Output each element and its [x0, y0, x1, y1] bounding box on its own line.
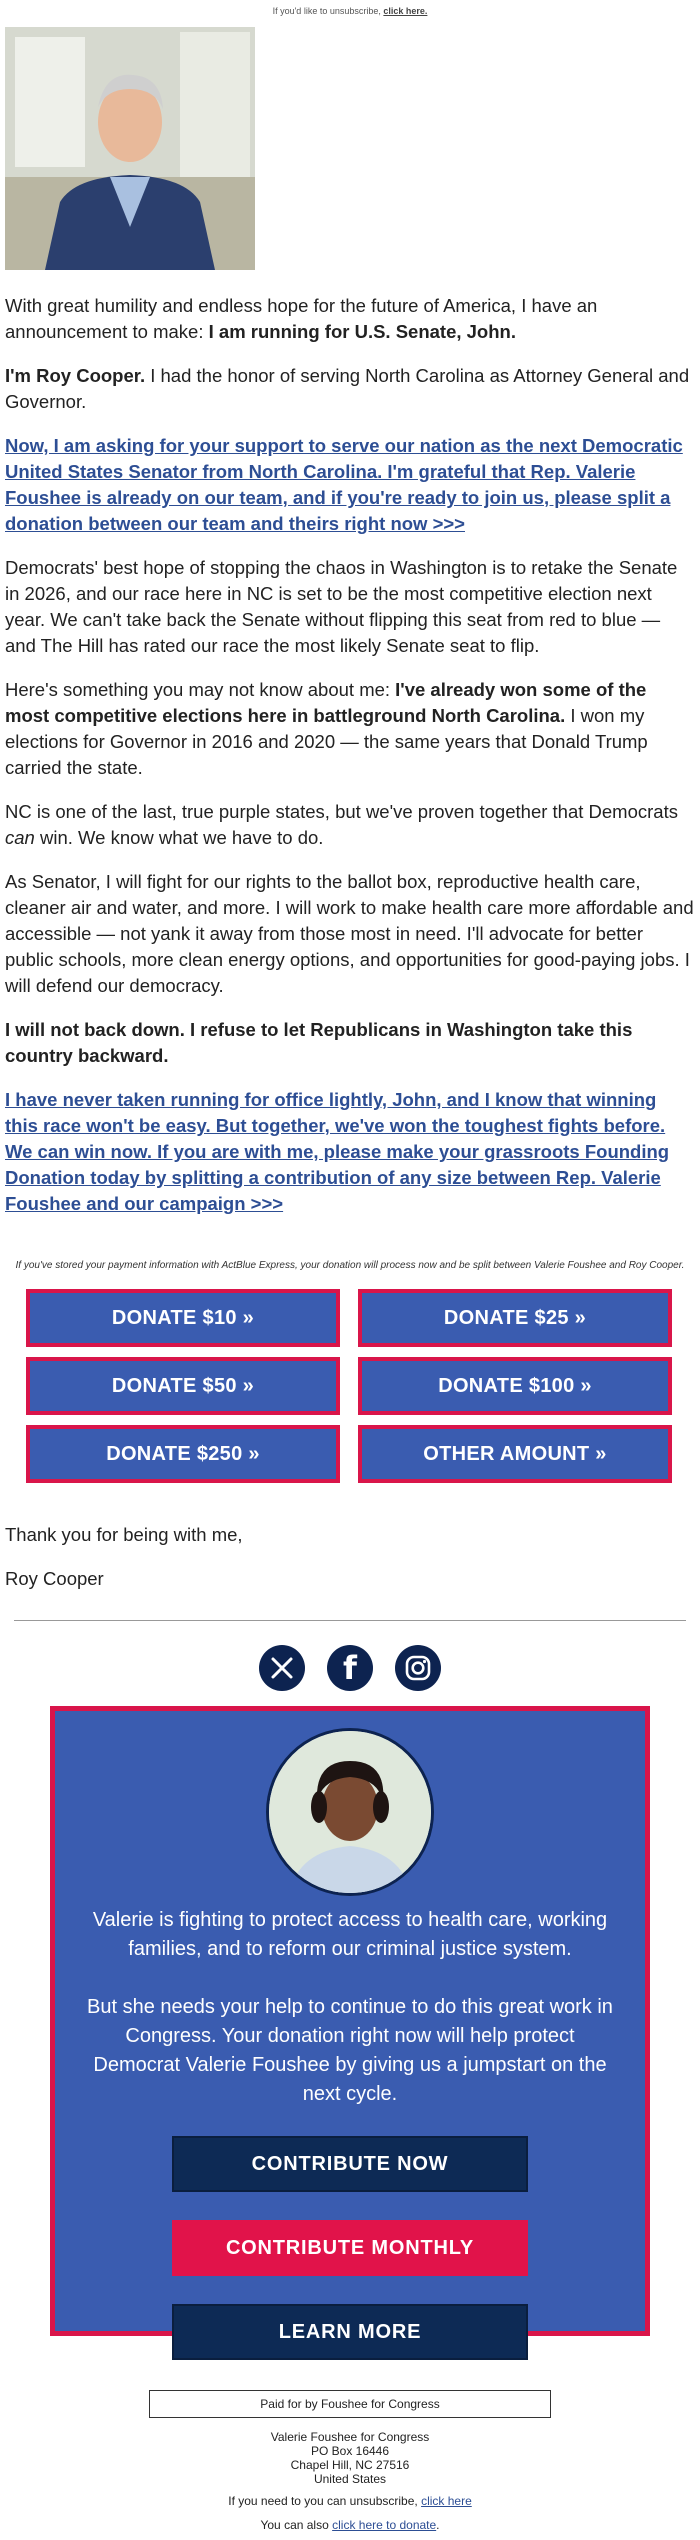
footer-unsubscribe-link[interactable]: click here: [421, 2494, 472, 2508]
paid-for-disclaimer: Paid for by Foushee for Congress: [149, 2390, 551, 2418]
paragraph-announcement: With great humility and endless hope for the future of America, I have an announcement to make: I am running for U.S. Senate, John.: [5, 295, 598, 342]
foushee-promo-box: [50, 1706, 650, 2343]
donate-250-button[interactable]: DONATE $250 »: [26, 1425, 340, 1483]
paragraph-intro: I'm Roy Cooper. I had the honor of serving North Carolina as Attorney General and Governor.: [5, 365, 690, 412]
learn-more-button[interactable]: LEARN MORE: [172, 2304, 528, 2360]
section-divider: [14, 1620, 686, 1621]
valerie-foushee-avatar: [266, 1728, 434, 1896]
unsubscribe-prefix: If you'd like to unsubscribe,: [272, 6, 381, 16]
contribute-monthly-button[interactable]: CONTRIBUTE MONTHLY: [172, 2220, 528, 2276]
paragraph-purple-state: NC is one of the last, true purple states, but we've proven together that Democrats can win. We know what we have to do.: [5, 801, 678, 848]
mailing-address: Valerie Foushee for Congress PO Box 16446 Chapel Hill, NC 27516 United States: [270, 2430, 430, 2486]
signature: Roy Cooper: [5, 1568, 104, 1589]
donate-other-amount-button[interactable]: OTHER AMOUNT »: [358, 1425, 672, 1483]
closing-thanks: Thank you for being with me,: [5, 1524, 243, 1545]
support-donation-link[interactable]: Now, I am asking for your support to serve our nation as the next Democratic United States Senator from North Carolina. I'm grateful that Rep. Valerie Foushee is already on our team, and if you're ready to join us, please split a donation between our team and theirs right now >>>: [5, 435, 683, 534]
promo-text-2: But she needs your help to continue to do this great work in Congress. Your donation right now will help protect Democrat Valerie Foushee by giving us a jumpstart on the next cycle.: [87, 1996, 613, 2105]
donate-100-button[interactable]: DONATE $100 »: [358, 1357, 672, 1415]
letter-body: [0, 293, 700, 1217]
contribute-now-button[interactable]: CONTRIBUTE NOW: [172, 2136, 528, 2192]
unsubscribe-link[interactable]: click here.: [383, 6, 428, 16]
paragraph-support-link: [5, 433, 694, 537]
footer-donate-link[interactable]: click here to donate: [332, 2518, 437, 2532]
donate-button-grid: [26, 1289, 700, 1483]
founding-donation-link[interactable]: I have never taken running for office lightly, John, and I know that winning this race won't be easy. But together, we've won the toughest fights before. We can win now. If you are with me, please make your grassroots Founding Donation today by splitting a contribution of any size between Rep. Valerie Foushee and our campaign >>>: [5, 1089, 670, 1214]
x-icon[interactable]: [259, 1645, 305, 1691]
paragraph-senate: Democrats' best hope of stopping the chaos in Washington is to retake the Senate in 2026, and our race here in NC is set to be the most competitive election next year. We can't take back the Senate without flipping this seat from red to blue — and The Hill has rated our race the most likely Senate seat to flip.: [5, 557, 678, 656]
facebook-icon[interactable]: f: [327, 1645, 373, 1691]
footer-donate: You can also click here to donate.: [260, 2518, 440, 2532]
donate-50-button[interactable]: DONATE $50 »: [26, 1357, 340, 1415]
donate-25-button[interactable]: DONATE $25 »: [358, 1289, 672, 1347]
social-links: [0, 1645, 700, 1691]
paragraph-record: Here's something you may not know about me: I've already won some of the most competitive elections here in battleground North Carolina. I won my elections for Governor in 2016 and 2020 — the same years that Donald Trump carried the state.: [5, 679, 648, 778]
paragraph-priorities: As Senator, I will fight for our rights to the ballot box, reproductive health care, cleaner air and water, and more. I will work to make health care more affordable and accessible — not yank it away from those most in need. I'll advocate for better public schools, more clean energy options, and opportunities for good-paying jobs. I will defend our democracy.: [5, 871, 694, 996]
unsubscribe-notice: [0, 0, 700, 20]
footer-unsubscribe: If you need to you can unsubscribe, click here: [228, 2494, 472, 2508]
paragraph-resolve: I will not back down. I refuse to let Republicans in Washington take this country backward.: [5, 1019, 633, 1066]
actblue-express-note: If you've stored your payment information with ActBlue Express, your donation will process now and be split between Valerie Foushee and Roy Cooper.: [15, 1260, 685, 1271]
roy-cooper-photo: [5, 27, 255, 270]
letter-closing: [0, 1522, 700, 1592]
donate-10-button[interactable]: DONATE $10 »: [26, 1289, 340, 1347]
promo-text-1: Valerie is fighting to protect access to health care, working families, and to reform our criminal justice system.: [92, 1909, 608, 1960]
paragraph-founding-donation: [5, 1087, 694, 1217]
instagram-icon[interactable]: [395, 1645, 441, 1691]
